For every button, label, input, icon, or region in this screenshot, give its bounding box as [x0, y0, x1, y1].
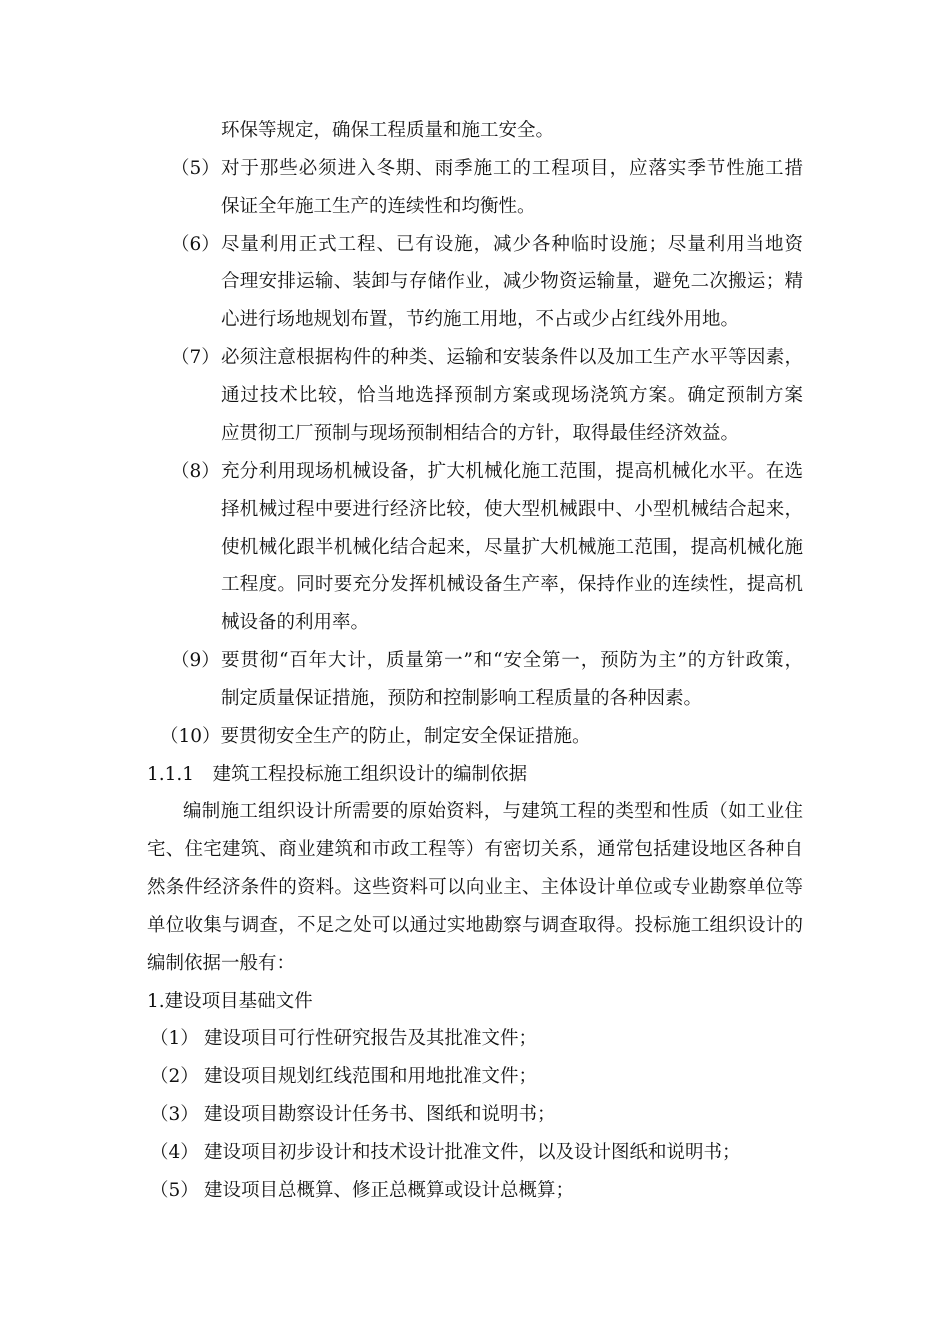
item-number: （5）: [171, 158, 220, 179]
item-number: （3）: [150, 1104, 199, 1125]
item-text-line: 使机械化跟半机械化结合起来，尽量扩大机械施工范围，提高机械化施: [221, 537, 803, 558]
paragraph-line: 编制施工组织设计所需要的原始资料，与建筑工程的类型和性质（如工业住: [183, 801, 803, 822]
item-number: （5）: [150, 1180, 199, 1201]
item-text-line: 充分利用现场机械设备，扩大机械化施工范围，提高机械化水平。在选: [221, 461, 803, 482]
item-text-line: 建设项目规划红线范围和用地批准文件；: [204, 1066, 538, 1087]
item-text-line: 应贯彻工厂预制与现场预制相结合的方针，取得最佳经济效益。: [221, 423, 740, 444]
item-text-line: 建设项目可行性研究报告及其批准文件；: [204, 1028, 538, 1049]
item-text-line: 械设备的利用率。: [221, 612, 370, 633]
subheading: 1.建设项目基础文件: [147, 991, 313, 1012]
item-text-line: 建设项目总概算、修正总概算或设计总概算；: [204, 1180, 575, 1201]
item-number: （8）: [171, 461, 220, 482]
item-number: （6）: [171, 234, 220, 255]
item-text-line: 通过技术比较，恰当地选择预制方案或现场浇筑方案。确定预制方案: [221, 385, 803, 406]
paragraph-line: 单位收集与调查，不足之处可以通过实地勘察与调查取得。投标施工组织设计的: [147, 915, 803, 936]
item-text-line: 保证全年施工生产的连续性和均衡性。: [221, 196, 536, 217]
item-text-line: 制定质量保证措施，预防和控制影响工程质量的各种因素。: [221, 688, 703, 709]
item-number: （7）: [171, 347, 220, 368]
item-10-line: （10）要贯彻安全生产的防止，制定安全保证措施。: [160, 726, 591, 747]
item-text-line: 建设项目勘察设计任务书、图纸和说明书；: [204, 1104, 556, 1125]
item-text-line: 工程度。同时要充分发挥机械设备生产率，保持作业的连续性，提高机: [221, 574, 803, 595]
item-text-line: 必须注意根据构件的种类、运输和安装条件以及加工生产水平等因素，: [221, 347, 803, 368]
item-text-line: 心进行场地规划布置，节约施工用地，不占或少占红线外用地。: [221, 309, 740, 330]
item-number: （4）: [150, 1142, 199, 1163]
item-text-line: 对于那些必须进入冬期、雨季施工的工程项目，应落实季节性施工措: [221, 158, 803, 179]
item-number: （2）: [150, 1066, 199, 1087]
paragraph-line: 宅、住宅建筑、商业建筑和市政工程等）有密切关系，通常包括建设地区各种自: [147, 839, 803, 860]
item-text-line: 要贯彻“百年大计，质量第一”和“安全第一，预防为主”的方针政策，: [221, 650, 803, 671]
intro-line: 环保等规定，确保工程质量和施工安全。: [221, 120, 555, 141]
item-text-line: 择机械过程中要进行经济比较，使大型机械跟中、小型机械结合起来，: [221, 499, 803, 520]
item-text-line: 建设项目初步设计和技术设计批准文件，以及设计图纸和说明书；: [204, 1142, 741, 1163]
item-number: （9）: [171, 650, 220, 671]
item-text-line: 合理安排运输、装卸与存储作业，减少物资运输量，避免二次搬运；精: [221, 271, 803, 292]
paragraph-line: 然条件经济条件的资料。这些资料可以向业主、主体设计单位或专业勘察单位等: [147, 877, 803, 898]
item-number: （1）: [150, 1028, 199, 1049]
paragraph-line: 编制依据一般有：: [147, 953, 296, 974]
item-text-line: 尽量利用正式工程、已有设施，减少各种临时设施；尽量利用当地资: [221, 234, 803, 255]
section-heading: 1.1.1 建筑工程投标施工组织设计的编制依据: [147, 764, 528, 785]
